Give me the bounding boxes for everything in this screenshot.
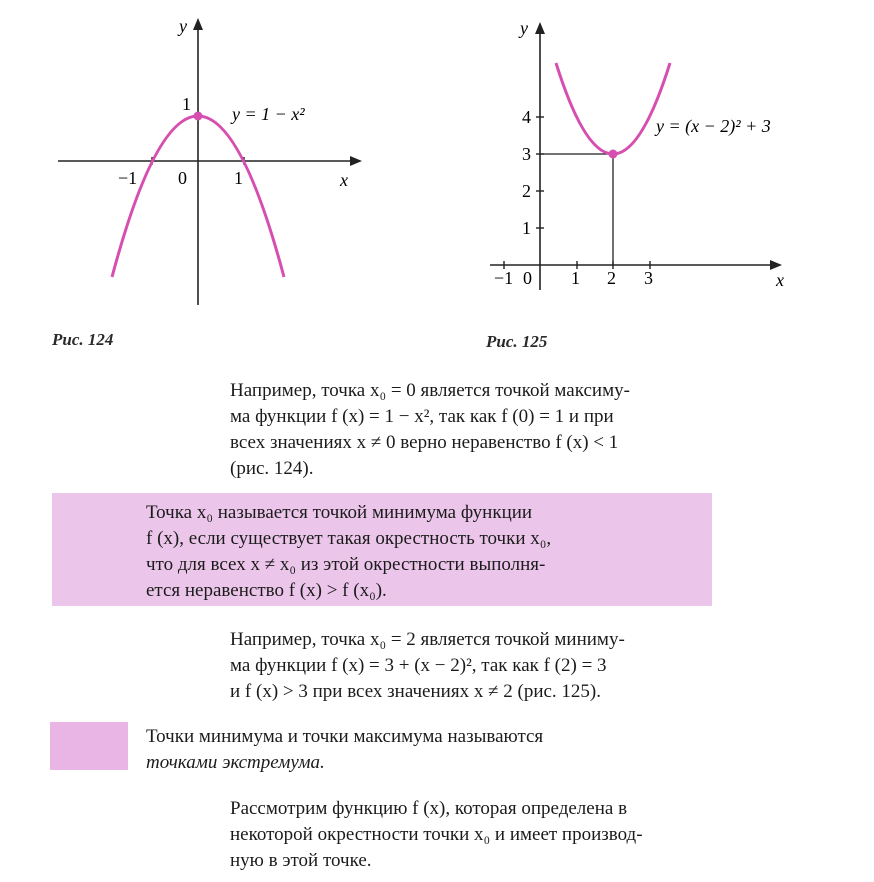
fig124-axis-y-label: y xyxy=(179,16,187,36)
fig124-formula: y = 1 − x² xyxy=(232,104,305,124)
extremum-term: точками экстремума. xyxy=(146,752,325,773)
fig124-tick-neg1: −1 xyxy=(118,168,138,188)
paragraph-line: некоторой окрестности точки x₀ и имеет производ- xyxy=(230,824,643,845)
fig124-tick-1: 1 xyxy=(234,168,243,188)
paragraph-line: Например, точка x₀ = 2 является точкой миниму- xyxy=(230,629,625,650)
figure-124-graph xyxy=(0,0,380,330)
paragraph-line: ма функции f (x) = 3 + (x − 2)², так как f (2) = 3 xyxy=(230,655,607,676)
fig125-formula: y = (x − 2)² + 3 xyxy=(656,116,771,136)
paragraph-line: и f (x) > 3 при всех значениях x ≠ 2 (рис. 125). xyxy=(230,681,602,702)
fig125-y-tick-label: 2 xyxy=(522,181,531,201)
fig124-tick-y1: 1 xyxy=(182,94,191,114)
figure-124-caption: Рис. 124 xyxy=(52,330,114,349)
fig125-y-tick-label: 1 xyxy=(522,218,531,238)
paragraph-line: ную в этой точке. xyxy=(230,850,372,871)
fig125-x-tick-label: 1 xyxy=(571,268,580,288)
derivative-paragraph xyxy=(230,796,790,874)
example-maximum-paragraph xyxy=(230,378,790,482)
fig125-axis-y-label: y xyxy=(520,18,528,38)
extremum-line: Точки минимума и точки максимума называются xyxy=(146,726,544,747)
paragraph-line: Например, точка x₀ = 0 является точкой максиму- xyxy=(230,380,630,401)
paragraph-line: всех значениях x ≠ 0 верно неравенство f (x) < 1 xyxy=(230,432,619,453)
parabola-min-curve xyxy=(556,63,670,154)
definition-line: что для всех x ≠ x₀ из этой окрестности выполня- xyxy=(146,554,546,575)
fig125-axis-x-label: x xyxy=(776,270,784,290)
fig125-y-tick-label: 4 xyxy=(522,107,531,127)
fig125-x-tick-label: 3 xyxy=(644,268,653,288)
example-minimum-paragraph xyxy=(230,627,790,705)
definition-line: Точка x₀ называется точкой минимума функции xyxy=(146,502,533,523)
definition-line: f (x), если существует такая окрестность точки x₀, xyxy=(146,528,552,549)
minimum-point xyxy=(609,150,618,159)
extremum-definition xyxy=(146,724,543,776)
figure-125-caption: Рис. 125 xyxy=(486,332,548,351)
fig124-axis-x-label: x xyxy=(340,170,348,190)
fig125-y-tick-label: 3 xyxy=(522,144,531,164)
maximum-point xyxy=(194,112,203,121)
paragraph-line: (рис. 124). xyxy=(230,458,314,479)
fig124-tick-0: 0 xyxy=(178,168,187,188)
term-marker xyxy=(50,722,128,770)
fig125-x-tick-label: 0 xyxy=(523,268,532,288)
minimum-definition xyxy=(146,500,551,604)
paragraph-line: ма функции f (x) = 1 − x², так как f (0) = 1 и при xyxy=(230,406,614,427)
fig125-x-tick-label: −1 xyxy=(494,268,514,288)
figure-125-graph xyxy=(470,0,810,330)
definition-line: ется неравенство f (x) > f (x₀). xyxy=(146,580,387,601)
fig125-x-tick-label: 2 xyxy=(607,268,616,288)
paragraph-line: Рассмотрим функцию f (x), которая определена в xyxy=(230,798,628,819)
